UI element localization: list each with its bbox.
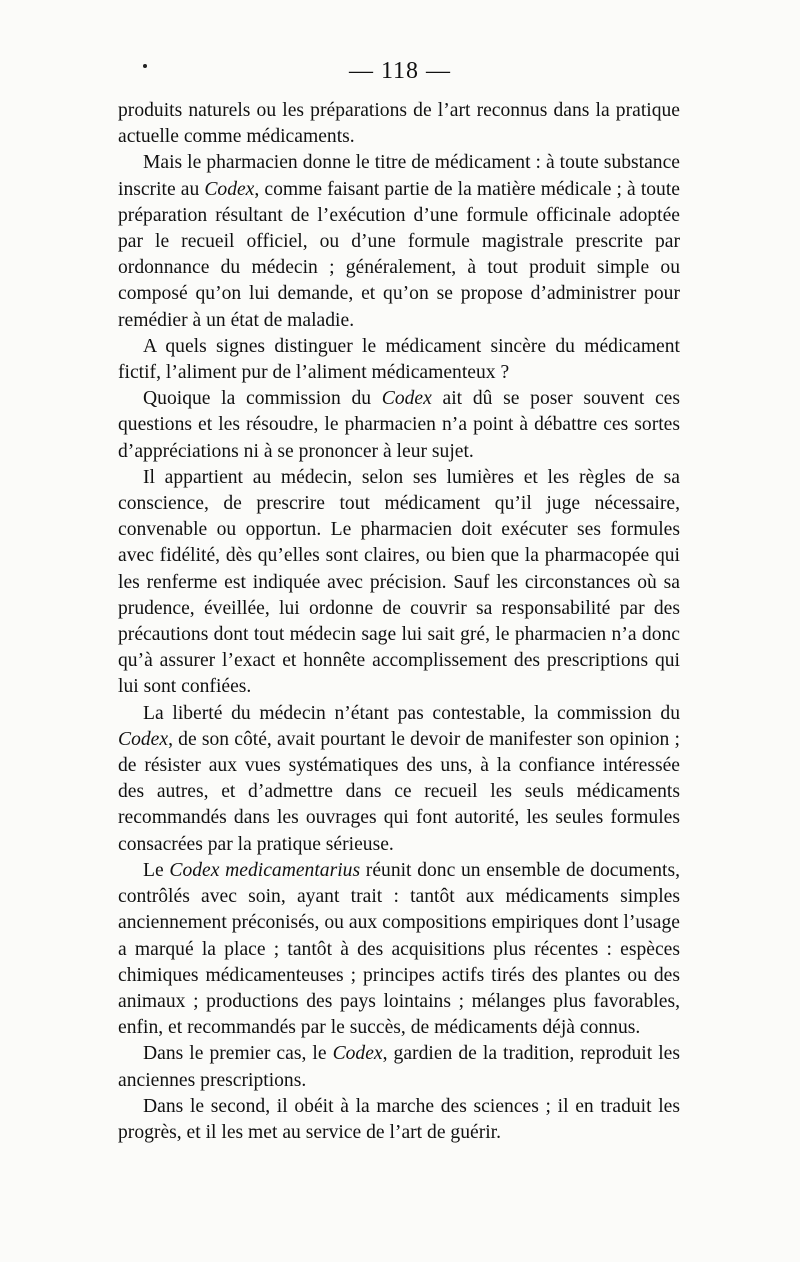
italic-title: Codex — [204, 178, 255, 200]
paragraph — [118, 858, 680, 1041]
text-run: réunit donc un ensemble de documents, contrôlés avec soin, ayant trait : tantôt aux médicaments simples anciennement préconisés, ou aux compositions empiriques dont l’usage a marqué la place ; tantôt à des acquisitions plus récentes : espèces chimiques médicamenteuses ; principes actifs tirés des plantes ou des animaux ; productions des pays lointains ; mélanges plus favorables, enfin, et recommandés par le succès, de médicaments déjà connus. — [118, 859, 680, 1039]
text-run: Quoique la commission du — [143, 388, 382, 410]
italic-title: Codex — [381, 388, 432, 410]
italic-title: Codex medicamentarius — [169, 859, 361, 881]
text-run: La liberté du médecin n’étant pas contestable, la commission du — [143, 702, 680, 724]
paragraph — [118, 1041, 680, 1093]
text-run: Dans le premier cas, le — [143, 1043, 333, 1065]
paragraph — [118, 98, 680, 150]
text-run: , gardien de la tradition, reproduit les anciennes prescriptions. — [118, 1043, 680, 1091]
text-run: ait dû se poser souvent ces questions et les résoudre, le pharmacien n’a point à débattre ces sortes d’appréciations ni à se prononcer à leur sujet. — [118, 388, 680, 462]
paragraph — [118, 150, 680, 333]
italic-title: Codex — [118, 728, 169, 750]
body-text — [118, 98, 680, 1146]
text-run: Dans le second, il obéit à la marche des sciences ; il en traduit les progrès, et il les met au service de l’art de guérir. — [118, 1095, 680, 1143]
text-run: Mais le pharmacien donne le titre de médicament : à toute substance inscrite au — [118, 152, 680, 200]
paragraph — [118, 1094, 680, 1146]
paragraph — [118, 386, 680, 465]
text-run: Le — [143, 859, 170, 881]
paragraph — [118, 465, 680, 701]
italic-title: Codex — [332, 1043, 383, 1065]
paragraph — [118, 701, 680, 858]
text-run: Il appartient au médecin, selon ses lumières et les règles de sa conscience, de prescrire tout médicament qu’il juge nécessaire, convenable ou opportun. Le pharmacien doit exécuter ses formules avec fidélité, dès qu’elles sont claires, ou bien que la pharmacopée qui les renferme est indiquée avec précision. Sauf les circonstances où sa prudence, éveillée, lui ordonne de couvrir sa responsabilité par des précautions dont tout médecin sage lui sait gré, le pharmacien n’a donc qu’à assurer l’exact et honnête accomplissement des prescriptions qui lui sont confiées. — [118, 466, 680, 698]
text-run: produits naturels ou les préparations de l’art reconnus dans la pratique actuelle comme médicaments. — [118, 100, 680, 148]
page-number: — 118 — — [348, 58, 452, 84]
text-run: , de son côté, avait pourtant le devoir de manifester son opinion ; de résister aux vues systématiques des uns, à la confiance intéressée des autres, et d’admettre dans ce recueil les seuls médicaments recommandés dans les ouvrages qui font autorité, les seules formules consacrées par la pratique sérieuse. — [118, 728, 680, 855]
text-run: , comme faisant partie de la matière médicale ; à toute préparation résultant de l’exécution d’une formule officinale adoptée par le recueil officiel, ou d’une formule magistrale prescrite par ordonnance du médecin ; généralement, à tout produit simple ou composé qu’on lui demande, et qu’on se propose d’administrer pour remédier à un état de maladie. — [118, 178, 680, 331]
text-run: A quels signes distinguer le médicament sincère du médicament fictif, l’aliment pur de l’aliment médicamenteux ? — [118, 335, 680, 384]
paragraph — [118, 334, 680, 386]
